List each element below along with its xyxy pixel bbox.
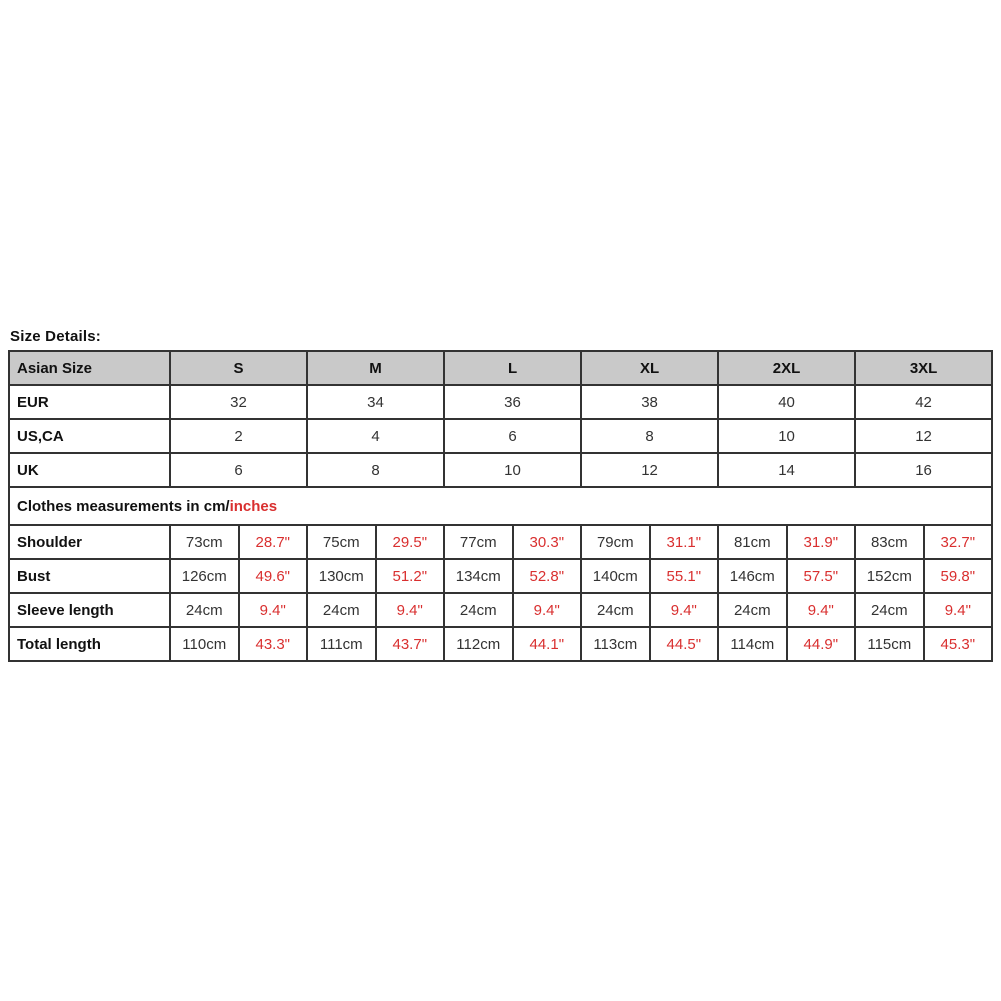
total-2xl-cm: 114cm (718, 627, 787, 661)
header-size-s: S (170, 351, 307, 385)
sleeve-l-cm: 24cm (444, 593, 513, 627)
sleeve-m-cm: 24cm (307, 593, 376, 627)
row-label-sleeve-length: Sleeve length (9, 593, 170, 627)
usca-3xl: 12 (855, 419, 992, 453)
bust-2xl-cm: 146cm (718, 559, 787, 593)
header-asian-size: Asian Size (9, 351, 170, 385)
eur-2xl: 40 (718, 385, 855, 419)
shoulder-3xl-in: 32.7" (924, 525, 993, 559)
shoulder-3xl-cm: 83cm (855, 525, 924, 559)
row-label-uk: UK (9, 453, 170, 487)
table-row-sleeve-length (9, 593, 992, 627)
eur-xl: 38 (581, 385, 718, 419)
shoulder-2xl-cm: 81cm (718, 525, 787, 559)
shoulder-l-in: 30.3" (513, 525, 582, 559)
shoulder-s-in: 28.7" (239, 525, 308, 559)
total-l-cm: 112cm (444, 627, 513, 661)
section-label-black: Clothes measurements in cm/ (17, 497, 230, 515)
table-row-bust (9, 559, 992, 593)
shoulder-s-cm: 73cm (170, 525, 239, 559)
total-2xl-in: 44.9" (787, 627, 856, 661)
uk-m: 8 (307, 453, 444, 487)
bust-xl-cm: 140cm (581, 559, 650, 593)
size-chart-table (8, 350, 993, 662)
sleeve-2xl-in: 9.4" (787, 593, 856, 627)
section-label-red: inches (229, 497, 278, 515)
bust-m-in: 51.2" (376, 559, 445, 593)
header-size-m: M (307, 351, 444, 385)
table-row-uk (9, 453, 992, 487)
uk-3xl: 16 (855, 453, 992, 487)
bust-l-in: 52.8" (513, 559, 582, 593)
header-size-2xl: 2XL (718, 351, 855, 385)
sleeve-xl-in: 9.4" (650, 593, 719, 627)
sleeve-3xl-in: 9.4" (924, 593, 993, 627)
table-row-shoulder (9, 525, 992, 559)
sleeve-3xl-cm: 24cm (855, 593, 924, 627)
usca-2xl: 10 (718, 419, 855, 453)
table-row-total-length (9, 627, 992, 661)
sleeve-s-cm: 24cm (170, 593, 239, 627)
shoulder-2xl-in: 31.9" (787, 525, 856, 559)
page-title: Size Details: (10, 328, 101, 345)
usca-l: 6 (444, 419, 581, 453)
usca-xl: 8 (581, 419, 718, 453)
section-row (9, 487, 992, 525)
bust-l-cm: 134cm (444, 559, 513, 593)
bust-s-cm: 126cm (170, 559, 239, 593)
bust-m-cm: 130cm (307, 559, 376, 593)
total-m-in: 43.7" (376, 627, 445, 661)
sleeve-xl-cm: 24cm (581, 593, 650, 627)
uk-s: 6 (170, 453, 307, 487)
sleeve-s-in: 9.4" (239, 593, 308, 627)
total-s-in: 43.3" (239, 627, 308, 661)
total-xl-in: 44.5" (650, 627, 719, 661)
eur-s: 32 (170, 385, 307, 419)
shoulder-m-cm: 75cm (307, 525, 376, 559)
header-size-3xl: 3XL (855, 351, 992, 385)
uk-2xl: 14 (718, 453, 855, 487)
usca-s: 2 (170, 419, 307, 453)
uk-l: 10 (444, 453, 581, 487)
usca-m: 4 (307, 419, 444, 453)
shoulder-xl-in: 31.1" (650, 525, 719, 559)
section-label (9, 487, 992, 525)
sleeve-2xl-cm: 24cm (718, 593, 787, 627)
uk-xl: 12 (581, 453, 718, 487)
shoulder-xl-cm: 79cm (581, 525, 650, 559)
eur-l: 36 (444, 385, 581, 419)
bust-xl-in: 55.1" (650, 559, 719, 593)
eur-m: 34 (307, 385, 444, 419)
shoulder-l-cm: 77cm (444, 525, 513, 559)
row-label-bust: Bust (9, 559, 170, 593)
total-xl-cm: 113cm (581, 627, 650, 661)
header-size-l: L (444, 351, 581, 385)
row-label-total-length: Total length (9, 627, 170, 661)
table-row-eur (9, 385, 992, 419)
total-m-cm: 111cm (307, 627, 376, 661)
table-row-usca (9, 419, 992, 453)
bust-2xl-in: 57.5" (787, 559, 856, 593)
bust-s-in: 49.6" (239, 559, 308, 593)
row-label-usca: US,CA (9, 419, 170, 453)
row-label-shoulder: Shoulder (9, 525, 170, 559)
header-size-xl: XL (581, 351, 718, 385)
header-row (9, 351, 992, 385)
total-l-in: 44.1" (513, 627, 582, 661)
total-3xl-cm: 115cm (855, 627, 924, 661)
sleeve-m-in: 9.4" (376, 593, 445, 627)
bust-3xl-in: 59.8" (924, 559, 993, 593)
row-label-eur: EUR (9, 385, 170, 419)
total-3xl-in: 45.3" (924, 627, 993, 661)
eur-3xl: 42 (855, 385, 992, 419)
size-details-sheet (8, 328, 991, 662)
sleeve-l-in: 9.4" (513, 593, 582, 627)
total-s-cm: 110cm (170, 627, 239, 661)
shoulder-m-in: 29.5" (376, 525, 445, 559)
bust-3xl-cm: 152cm (855, 559, 924, 593)
